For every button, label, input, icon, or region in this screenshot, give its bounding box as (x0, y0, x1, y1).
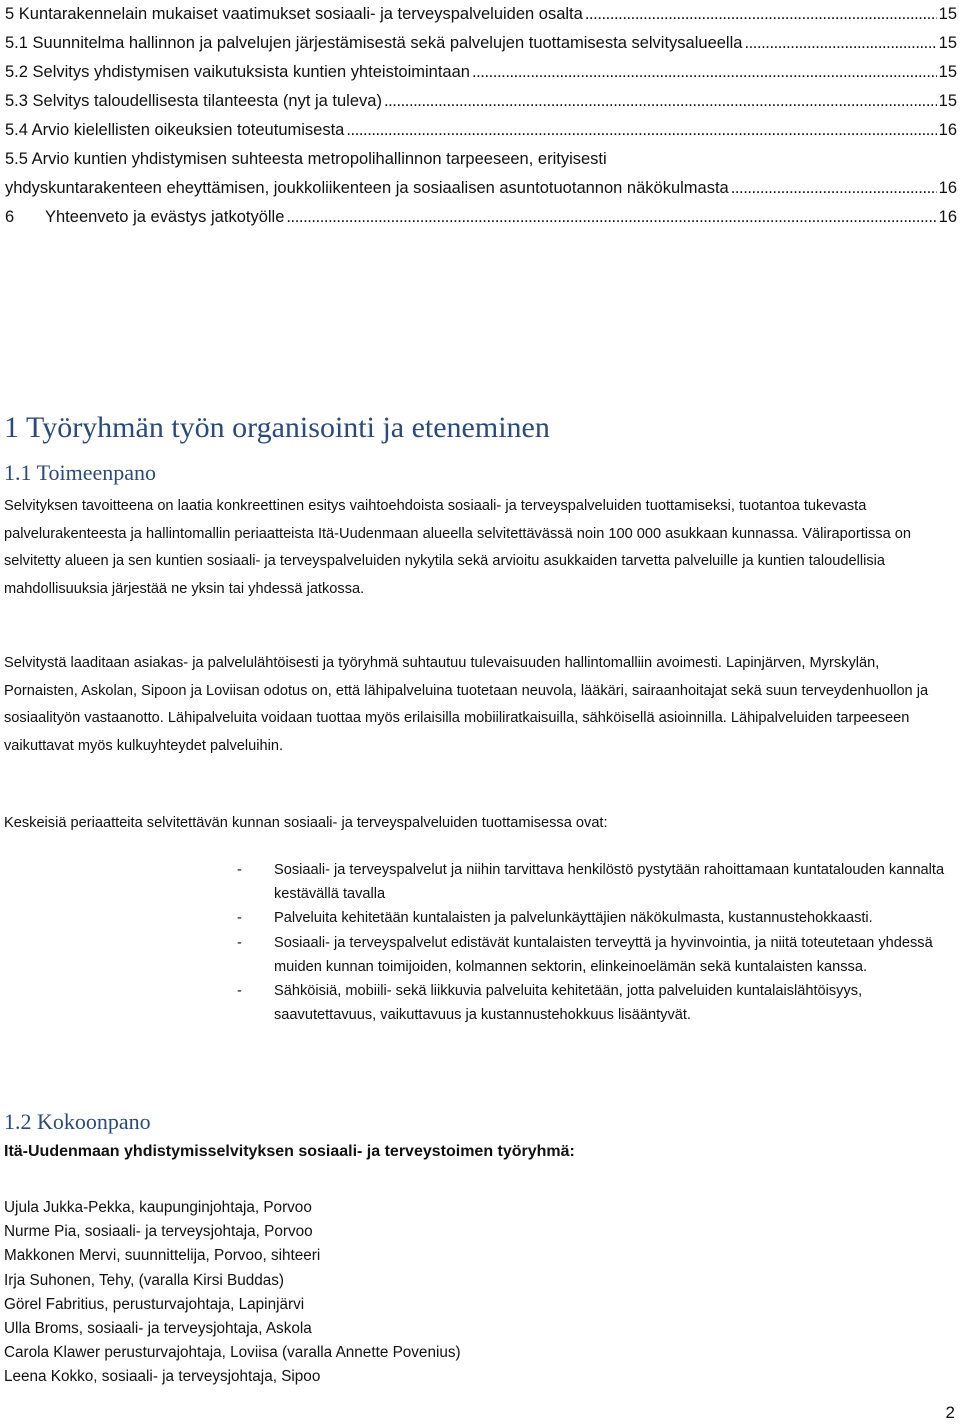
toc-entry[interactable] (5, 0, 957, 29)
toc-entry-text: 5.4 Arvio kielellisten oikeuksien toteutumisesta (5, 121, 345, 139)
list-item-text: Sähköisiä, mobiili- sekä liikkuvia palveluita kehitetään, jotta palveluiden kuntalaislähtöisyys, saavutettavuus, vaikuttavuus ja kustannustehokkuus lisääntyvät. (274, 983, 863, 1024)
list-item-text: Sosiaali- ja terveyspalvelut edistävät kuntalaisten terveyttä ja hyvinvointia, ja niitä toteutetaan yhdessä muiden kunnan toimijoiden, kolmannen sektorin, elinkeinoelämän sekä kuntalaisten kanssa. (274, 934, 933, 975)
toc-entry-text: yhdyskuntarakenteen eheyttämisen, joukkoliikenteen ja sosiaalisen asuntotuotannon näkökulmasta (5, 179, 729, 197)
dash-bullet: - (237, 934, 242, 951)
toc-entry-text: 5.5 Arvio kuntien yhdistymisen suhteesta metropolihallinnon tarpeeseen, erityisesti (5, 150, 607, 168)
member-item: Makkonen Mervi, suunnittelija, Porvoo, sihteeri (4, 1247, 321, 1265)
toc-leader-dots (585, 0, 937, 29)
table-of-contents (5, 0, 957, 232)
paragraph-2: Selvitystä laaditaan asiakas- ja palvelulähtöisesti ja työryhmä suhtautuu tulevaisuuden hallintomalliin avoimesti. Lapinjärven, Myrskylän, Pornaisten, Askolan, Sipoon ja Loviisan odotus on, että lähipalveluina tuotetaan neuvola, lääkäri, sairaanhoitajat sekä suun terveydenhuollon ja sosiaalityön vastaanotto. Lähipalveluita voidaan tuottaa myös erilaisilla mobiiliratkaisuilla, sähköisellä asioinnilla. Lähipalveluiden tarpeeseen vaikuttavat myös kulkuyhteydet palveluihin. (4, 655, 929, 754)
toc-entry-page: 15 (938, 63, 957, 81)
toc-entry-line1[interactable] (5, 145, 957, 174)
toc-entry[interactable] (5, 116, 957, 145)
toc-leader-dots (744, 29, 936, 58)
member-item: Leena Kokko, sosiaali- ja terveysjohtaja, Sipoo (4, 1368, 321, 1386)
page-number: 2 (945, 1403, 955, 1422)
toc-entry-text: 5.1 Suunnitelma hallinnon ja palvelujen järjestämisestä sekä palvelujen tuottamisesta selvitysalueella (5, 34, 743, 52)
principles-list (237, 858, 957, 1027)
members-list (4, 1196, 461, 1390)
dash-bullet: - (237, 983, 242, 1000)
member-item: Ujula Jukka-Pekka, kaupunginjohtaja, Porvoo (4, 1199, 312, 1216)
toc-leader-dots (346, 116, 936, 145)
toc-entry-number: 6 (5, 208, 15, 226)
member-item: Nurme Pia, sosiaali- ja terveysjohtaja, Porvoo (4, 1223, 313, 1241)
member-item: Görel Fabritius, perusturvajohtaja, Lapinjärvi (4, 1295, 305, 1313)
toc-entry-text: 5.3 Selvitys taloudellisesta tilanteesta (nyt ja tuleva) (5, 92, 382, 110)
member-item: Carola Klawer perusturvajohtaja, Loviisa (varalla Annette Povenius) (4, 1344, 461, 1362)
list-item (237, 979, 957, 1027)
toc-leader-dots (731, 174, 937, 203)
dash-bullet: - (237, 862, 242, 878)
toc-leader-dots (384, 87, 937, 116)
toc-entry[interactable] (5, 29, 957, 58)
list-item (237, 906, 957, 930)
toc-entry[interactable] (5, 203, 957, 232)
toc-entry-page: 16 (938, 179, 957, 197)
toc-entry-text (5, 203, 284, 232)
toc-entry[interactable] (5, 174, 957, 203)
list-item-text: Sosiaali- ja terveyspalvelut ja niihin tarvittava henkilöstö pystytään rahoittamaan kuntatalouden kannalta kestävällä tavalla (274, 862, 945, 903)
dash-bullet: - (237, 910, 242, 927)
list-item-text: Palveluita kehitetään kuntalaisten ja palvelunkäyttäjien näkökulmasta, kustannustehokkaasti. (274, 910, 873, 927)
list-item (237, 858, 957, 906)
toc-entry-page: 15 (938, 34, 957, 52)
toc-leader-dots (472, 58, 937, 87)
section-1-2-heading: 1.2 Kokoonpano (4, 1109, 151, 1134)
group-title: Itä-Uudenmaan yhdistymisselvityksen sosiaali- ja terveystoimen työryhmä: (4, 1143, 575, 1160)
toc-entry-page: 16 (938, 208, 957, 226)
toc-entry-label: Yhteenveto ja evästys jatkotyölle (45, 208, 285, 226)
toc-entry-text: 5 Kuntarakennelain mukaiset vaatimukset sosiaali- ja terveyspalveluiden osalta (5, 5, 583, 23)
heading-1: 1 Työryhmän työn organisointi ja eteneminen (4, 411, 550, 444)
toc-entry-page: 16 (938, 121, 957, 139)
toc-leader-dots (286, 203, 936, 232)
toc-entry[interactable] (5, 87, 957, 116)
list-item (237, 931, 957, 979)
section-1-1-heading: 1.1 Toimeenpano (4, 460, 157, 485)
toc-entry-page: 15 (938, 5, 957, 23)
toc-entry-text: 5.2 Selvitys yhdistymisen vaikutuksista kuntien yhteistoimintaan (5, 63, 470, 81)
member-item: Ulla Broms, sosiaali- ja terveysjohtaja, Askola (4, 1320, 312, 1338)
paragraph-3: Keskeisiä periaatteita selvitettävän kunnan sosiaali- ja terveyspalveluiden tuottamisessa ovat: (4, 815, 608, 831)
toc-entry-page: 15 (938, 92, 957, 110)
member-item: Irja Suhonen, Tehy, (varalla Kirsi Buddas) (4, 1271, 285, 1289)
toc-entry[interactable] (5, 58, 957, 87)
paragraph-1: Selvityksen tavoitteena on laatia konkreettinen esitys vaihtoehdoista sosiaali- ja terveyspalveluiden tuottamiseksi, tuotantoa tukevasta palvelurakenteesta ja hallintomallin periaatteista Itä-Uudenmaan alueella selvitettävässä noin 100 000 asukkaan kunnassa. Väliraportissa on selvitetty alueen ja sen kuntien sosiaali- ja terveyspalveluiden nykytila sekä arvioitu asukkaiden tarvetta palveluille ja kuntien taloudellisia mahdollisuuksia järjestää ne yksin tai yhdessä jatkossa. (4, 498, 911, 597)
